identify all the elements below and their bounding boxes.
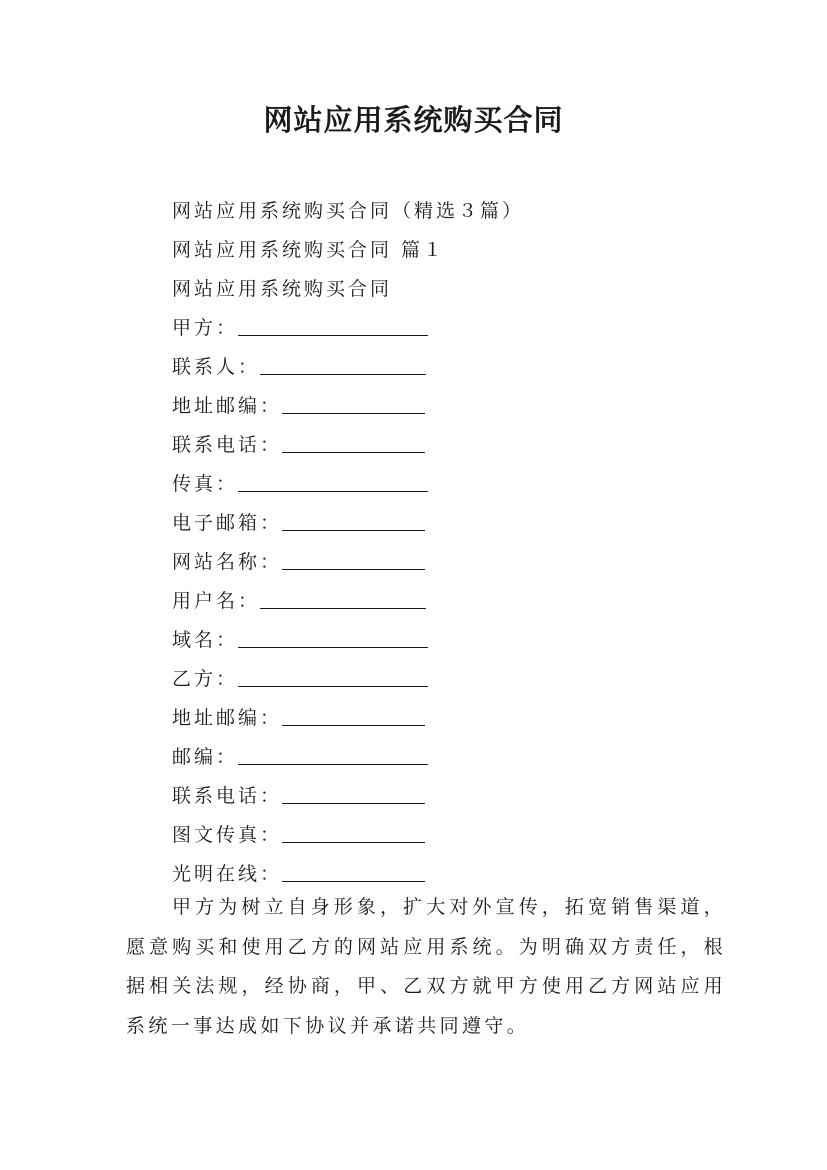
field-blank bbox=[238, 738, 428, 765]
field-phone-b bbox=[172, 777, 732, 816]
field-blank bbox=[282, 855, 425, 882]
field-label: 甲方： bbox=[172, 317, 239, 339]
field-blank bbox=[282, 699, 425, 726]
line-text: 网站应用系统购买合同 bbox=[172, 278, 393, 300]
field-email bbox=[172, 504, 732, 543]
field-label: 邮编： bbox=[172, 746, 239, 768]
field-label: 电子邮箱： bbox=[172, 512, 283, 534]
field-blank bbox=[238, 465, 428, 492]
field-party-b bbox=[172, 660, 732, 699]
field-party-a bbox=[172, 309, 732, 348]
field-label: 联系人： bbox=[172, 356, 261, 378]
field-fax-b bbox=[172, 816, 732, 855]
document-title: 网站应用系统购买合同 bbox=[263, 103, 564, 137]
field-blank bbox=[282, 777, 425, 804]
field-site-name bbox=[172, 543, 732, 582]
list-item bbox=[172, 231, 732, 270]
field-blank bbox=[260, 582, 426, 609]
body-paragraph: 甲方为树立自身形象，扩大对外宣传，拓宽销售渠道，愿意购买和使用乙方的网站应用系统。为明确双方责任，根据相关法规，经协商，甲、乙双方就甲方使用乙方网站应用系统一事达成如下协议并承诺共同遵守。 bbox=[126, 896, 726, 1037]
field-label: 联系电话： bbox=[172, 785, 283, 807]
field-blank bbox=[282, 504, 425, 531]
field-blank bbox=[260, 348, 426, 375]
field-label: 网站名称： bbox=[172, 551, 283, 573]
field-domain bbox=[172, 621, 732, 660]
field-blank bbox=[238, 309, 428, 336]
field-label: 联系电话： bbox=[172, 434, 283, 456]
field-postcode bbox=[172, 738, 732, 777]
field-blank bbox=[282, 387, 425, 414]
list-item bbox=[172, 192, 732, 231]
field-label: 域名： bbox=[172, 629, 239, 651]
field-label: 传真： bbox=[172, 473, 239, 495]
list-item bbox=[172, 270, 732, 309]
field-phone bbox=[172, 426, 732, 465]
field-label: 乙方： bbox=[172, 668, 239, 690]
line-text: 网站应用系统购买合同（精选３篇） bbox=[172, 200, 525, 222]
field-fax bbox=[172, 465, 732, 504]
field-blank bbox=[238, 660, 428, 687]
field-blank bbox=[282, 543, 425, 570]
field-username bbox=[172, 582, 732, 621]
contract-header-lines bbox=[172, 192, 732, 894]
field-address-postcode bbox=[172, 387, 732, 426]
field-label: 用户名： bbox=[172, 590, 261, 612]
field-label: 地址邮编： bbox=[172, 707, 283, 729]
field-contact bbox=[172, 348, 732, 387]
field-label: 图文传真： bbox=[172, 824, 283, 846]
field-address-postcode-b bbox=[172, 699, 732, 738]
field-label: 光明在线： bbox=[172, 863, 283, 885]
field-blank bbox=[282, 426, 425, 453]
field-blank bbox=[282, 816, 425, 843]
field-label: 地址邮编： bbox=[172, 395, 283, 417]
line-text: 网站应用系统购买合同 篇１ bbox=[172, 239, 446, 261]
field-blank bbox=[238, 621, 428, 648]
